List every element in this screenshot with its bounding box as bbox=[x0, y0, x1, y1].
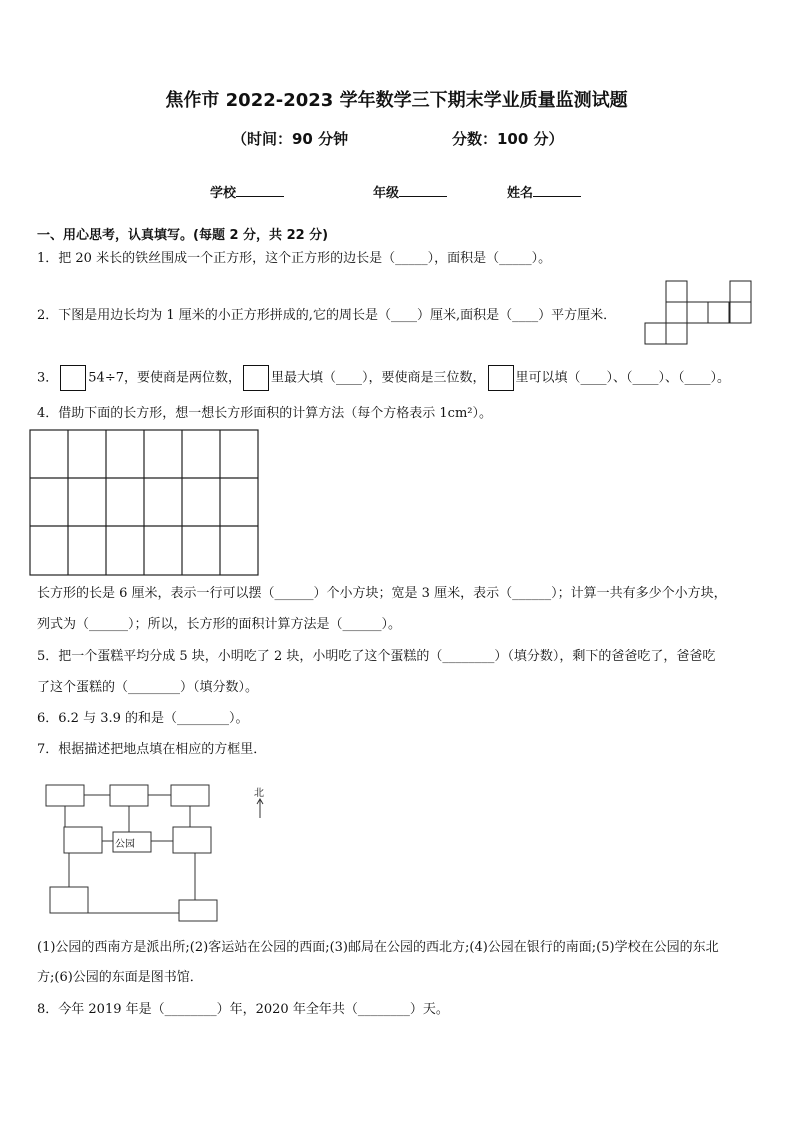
q7-text-line-2: 方;(6)公园的东面是图书馆． bbox=[37, 970, 203, 985]
q4-grid-rectangle bbox=[28, 428, 260, 578]
q3-text-b: 里最大填（____），要使商是三位数， bbox=[271, 370, 486, 386]
q4-text-line-1: 长方形的长是 6 厘米，表示一行可以摆（______）个小方块；宽是 3 厘米，表示（______）；计算一共有多少个小方块， bbox=[37, 586, 727, 601]
school-field bbox=[210, 182, 284, 201]
question-6: 6．6.2 与 3.9 的和是（________）。 bbox=[37, 711, 249, 726]
question-8: 8．今年 2019 年是（________）年，2020 年全年共（________）天。 bbox=[37, 1002, 449, 1017]
q3-box-3[interactable] bbox=[488, 365, 514, 391]
page-title: 焦作市 2022-2023 学年数学三下期末学业质量监测试题 bbox=[165, 90, 628, 111]
question-5-line-2: 了这个蛋糕的（________）（填分数）。 bbox=[37, 680, 259, 695]
q4-text-line-2: 列式为（______）；所以，长方形的面积计算方法是（______）。 bbox=[37, 617, 402, 632]
q7-text-line-1: (1)公园的西南方是派出所;(2)客运站在公园的西面;(3)邮局在公园的西北方;(4)公园在银行的南面;(5)学校在公园的东北 bbox=[37, 940, 719, 955]
question-2: 2．下图是用边长均为 1 厘米的小正方形拼成的,它的周长是（____）厘米,面积是（____）平方厘米． bbox=[37, 308, 617, 323]
exam-score: 分数：100 分） bbox=[452, 130, 564, 148]
name-label: 姓名 bbox=[507, 186, 534, 201]
question-4: 4．借助下面的长方形，想一想长方形面积的计算方法（每个方格表示 1cm²）。 bbox=[37, 406, 492, 421]
question-3 bbox=[37, 365, 730, 391]
question-1: 1．把 20 米长的铁丝围成一个正方形，这个正方形的边长是（_____），面积是（_____）。 bbox=[37, 251, 552, 266]
school-blank[interactable] bbox=[236, 184, 284, 197]
q3-number: 3． bbox=[37, 370, 59, 386]
section-heading: 一、用心思考，认真填写。(每题 2 分，共 22 分) bbox=[37, 228, 329, 243]
q7-map-north-label: 北 bbox=[254, 788, 264, 799]
q3-box-2[interactable] bbox=[243, 365, 269, 391]
name-blank[interactable] bbox=[533, 184, 581, 197]
q3-text-a: 54÷7，要使商是两位数， bbox=[88, 370, 241, 386]
grade-label: 年级 bbox=[373, 186, 400, 201]
grade-blank[interactable] bbox=[399, 184, 447, 197]
name-field bbox=[507, 182, 581, 201]
q7-map-park-label: 公园 bbox=[115, 839, 135, 850]
school-label: 学校 bbox=[210, 186, 237, 201]
exam-time: （时间：90 分钟 bbox=[232, 130, 349, 148]
question-5-line-1: 5．把一个蛋糕平均分成 5 块，小明吃了 2 块，小明吃了这个蛋糕的（________）（填分数），剩下的爸爸吃了，爸爸吃 bbox=[37, 649, 716, 664]
q3-box-1[interactable] bbox=[60, 365, 86, 391]
q7-map-figure bbox=[40, 780, 280, 925]
question-7: 7．根据描述把地点填在相应的方框里． bbox=[37, 742, 267, 757]
q2-squares-figure bbox=[642, 280, 754, 346]
grade-field bbox=[373, 182, 447, 201]
q3-text-c: 里可以填（____）、（____）、（____）。 bbox=[515, 370, 731, 386]
